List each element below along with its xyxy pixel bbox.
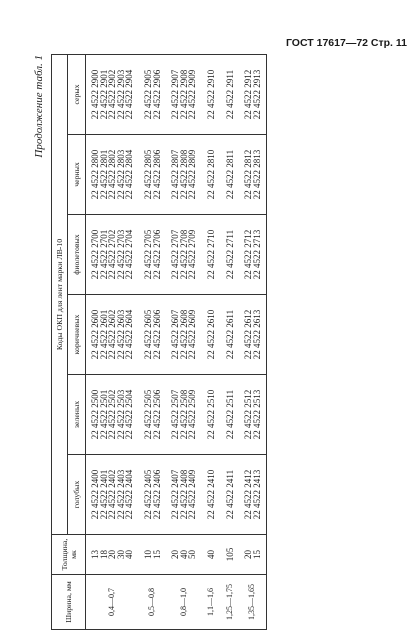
code-cell-grey: 22 4522 2910 [202, 54, 221, 134]
code-cell-blue: 22 4522 2405 22 4522 2406 [139, 455, 166, 535]
code-cell-brown: 22 4522 2605 22 4522 2606 [139, 295, 166, 375]
table-row [239, 54, 267, 629]
thickness-cell: 105 [221, 535, 240, 575]
table-row [202, 54, 221, 629]
code-cell-brown: 22 4522 2612 22 4522 2613 [239, 295, 267, 375]
code-cell-brown: 22 4522 2610 [202, 295, 221, 375]
code-cell-green: 22 4522 2507 22 4522 2508 22 4522 2509 [166, 375, 202, 455]
code-cell-grey: 22 4522 2911 [221, 54, 240, 134]
thickness-cell: 20 40 50 [166, 535, 202, 575]
code-cell-black: 22 4522 2812 22 4522 2813 [239, 135, 267, 215]
code-cell-violet: 22 4522 2700 22 4522 2701 22 4522 2702 22 4522 2703 22 4522 2704 [86, 215, 139, 295]
width-cell: 1,35—1,65 [239, 575, 267, 630]
code-cell-black: 22 4522 2800 22 4522 2801 22 4522 2802 22 4522 2803 22 4522 2804 [86, 135, 139, 215]
table-continuation-label: Продолжение табл. 1 [33, 55, 45, 158]
code-cell-brown: 22 4522 2607 22 4522 2608 22 4522 2609 [166, 295, 202, 375]
rotated-table-block [29, 55, 395, 630]
code-cell-blue: 22 4522 2407 22 4522 2408 22 4522 2409 [166, 455, 202, 535]
code-cell-blue: 22 4522 2410 [202, 455, 221, 535]
width-cell: 1,1—1,6 [202, 575, 221, 630]
header-thickness: Толщина, мк [52, 535, 86, 575]
table-row [166, 54, 202, 629]
code-cell-violet: 22 4522 2707 22 4522 2708 22 4522 2709 [166, 215, 202, 295]
table-row [139, 54, 166, 629]
code-cell-violet: 22 4522 2711 [221, 215, 240, 295]
code-cell-violet: 22 4522 2712 22 4522 2713 [239, 215, 267, 295]
code-cell-grey: 22 4522 2912 22 4522 2913 [239, 54, 267, 134]
header-color-blue: голубых [68, 455, 86, 535]
header-color-grey: серых [68, 54, 86, 134]
width-cell: 0,5—0,8 [139, 575, 166, 630]
code-cell-blue: 22 4522 2412 22 4522 2413 [239, 455, 267, 535]
code-cell-grey: 22 4522 2907 22 4522 2908 22 4522 2909 [166, 54, 202, 134]
header-color-green: зеленых [68, 375, 86, 455]
width-cell: 0,8—1,0 [166, 575, 202, 630]
code-cell-black: 22 4522 2810 [202, 135, 221, 215]
code-cell-green: 22 4522 2510 [202, 375, 221, 455]
width-cell: 1,25—1,75 [221, 575, 240, 630]
page-header: ГОСТ 17617—72 Стр. 11 [285, 37, 407, 49]
code-cell-green: 22 4522 2511 [221, 375, 240, 455]
code-cell-brown: 22 4522 2600 22 4522 2601 22 4522 2602 22 4522 2603 22 4522 2604 [86, 295, 139, 375]
code-cell-violet: 22 4522 2705 22 4522 2706 [139, 215, 166, 295]
code-cell-blue: 22 4522 2400 22 4522 2401 22 4522 2402 22 4522 2403 22 4522 2404 [86, 455, 139, 535]
code-cell-blue: 22 4522 2411 [221, 455, 240, 535]
thickness-cell: 20 15 [239, 535, 267, 575]
code-cell-green: 22 4522 2512 22 4522 2513 [239, 375, 267, 455]
code-cell-green: 22 4522 2505 22 4522 2506 [139, 375, 166, 455]
code-cell-brown: 22 4522 2611 [221, 295, 240, 375]
thickness-cell: 40 [202, 535, 221, 575]
thickness-cell: 13 18 20 30 40 [86, 535, 139, 575]
header-color-black: черных [68, 135, 86, 215]
code-cell-grey: 22 4522 2905 22 4522 2906 [139, 54, 166, 134]
thickness-cell: 10 15 [139, 535, 166, 575]
header-color-brown: коричневых [68, 295, 86, 375]
code-cell-black: 22 4522 2805 22 4522 2806 [139, 135, 166, 215]
header-color-violet: фиолетовых [68, 215, 86, 295]
width-cell: 0,4—0,7 [86, 575, 139, 630]
code-cell-violet: 22 4522 2710 [202, 215, 221, 295]
okp-codes-table [51, 54, 267, 630]
code-cell-black: 22 4522 2807 22 4522 2808 22 4522 2809 [166, 135, 202, 215]
code-cell-green: 22 4522 2500 22 4522 2501 22 4522 2502 22 4522 2503 22 4522 2504 [86, 375, 139, 455]
header-okp-group: Коды ОКП для лент марки ЛВ-10 [52, 54, 68, 534]
table-row [86, 54, 139, 629]
header-width: Ширина, мм [52, 575, 86, 630]
code-cell-grey: 22 4522 2900 22 4522 2901 22 4522 2902 22 4522 2903 22 4522 2904 [86, 54, 139, 134]
code-cell-black: 22 4522 2811 [221, 135, 240, 215]
table-row [221, 54, 240, 629]
